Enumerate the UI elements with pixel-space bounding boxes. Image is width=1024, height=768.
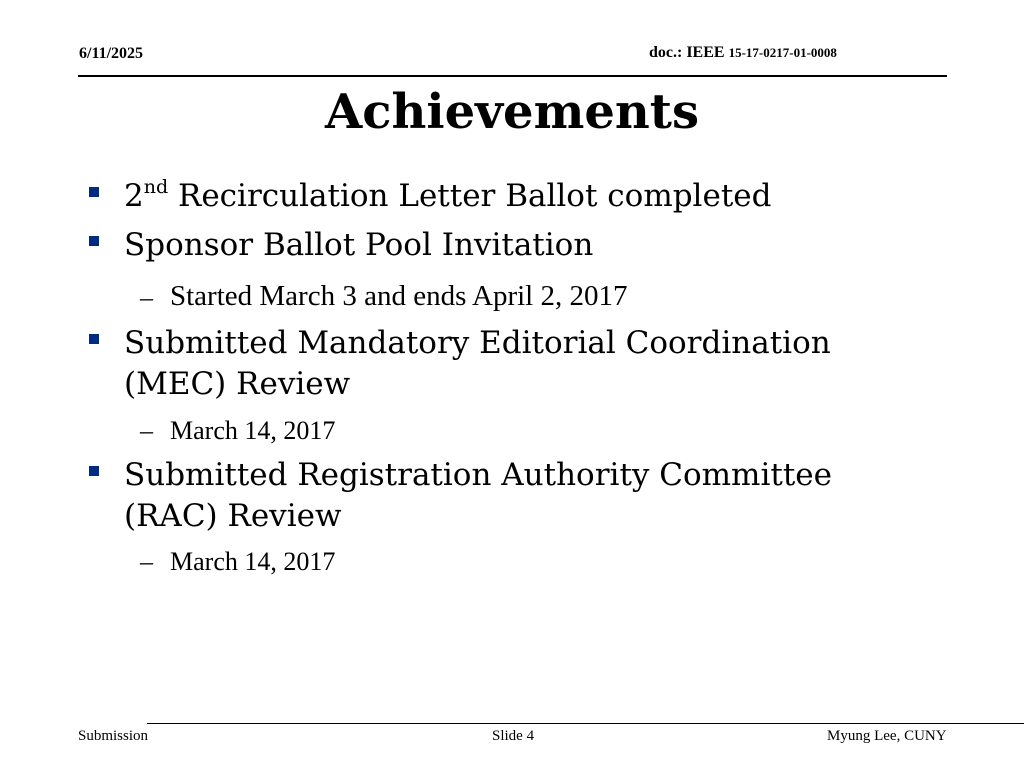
square-bullet-icon (89, 187, 99, 197)
bullet-4-line-2: (RAC) Review (124, 498, 342, 534)
header-doc-id (649, 44, 837, 62)
bullet-4-sub-1: March 14, 2017 (170, 547, 336, 576)
bullet-1-base: 2 (124, 178, 144, 214)
header-doc-number: 15-17-0217-01-0008 (728, 45, 837, 60)
bullet-2-sub-1: Started March 3 and ends April 2, 2017 (170, 280, 628, 312)
bullet-1-superscript: nd (143, 176, 169, 198)
bullet-2-text: Sponsor Ballot Pool Invitation (124, 227, 594, 263)
bullet-4-line-1: Submitted Registration Authority Committee (124, 457, 832, 493)
bullet-3-line-2: (MEC) Review (124, 366, 351, 402)
footer-submission: Submission (78, 728, 149, 744)
bullet-1-text (124, 176, 771, 217)
footer-divider (147, 723, 1024, 724)
header-divider (78, 75, 947, 77)
header-doc-prefix: doc.: IEEE (649, 44, 725, 61)
bullet-3-line-1: Submitted Mandatory Editorial Coordination (124, 325, 831, 361)
square-bullet-icon (89, 334, 99, 344)
slide-title: Achievements (325, 84, 699, 140)
dash-bullet-icon: – (140, 416, 153, 445)
dash-bullet-icon: – (140, 283, 153, 312)
footer-author: Myung Lee, CUNY (827, 728, 947, 744)
header-date: 6/11/2025 (79, 45, 144, 62)
square-bullet-icon (89, 236, 99, 246)
square-bullet-icon (89, 466, 99, 476)
bullet-1-rest: Recirculation Letter Ballot completed (168, 178, 772, 214)
bullet-3-sub-1: March 14, 2017 (170, 416, 336, 445)
footer-slide-number: Slide 4 (492, 728, 535, 744)
dash-bullet-icon: – (140, 547, 153, 576)
